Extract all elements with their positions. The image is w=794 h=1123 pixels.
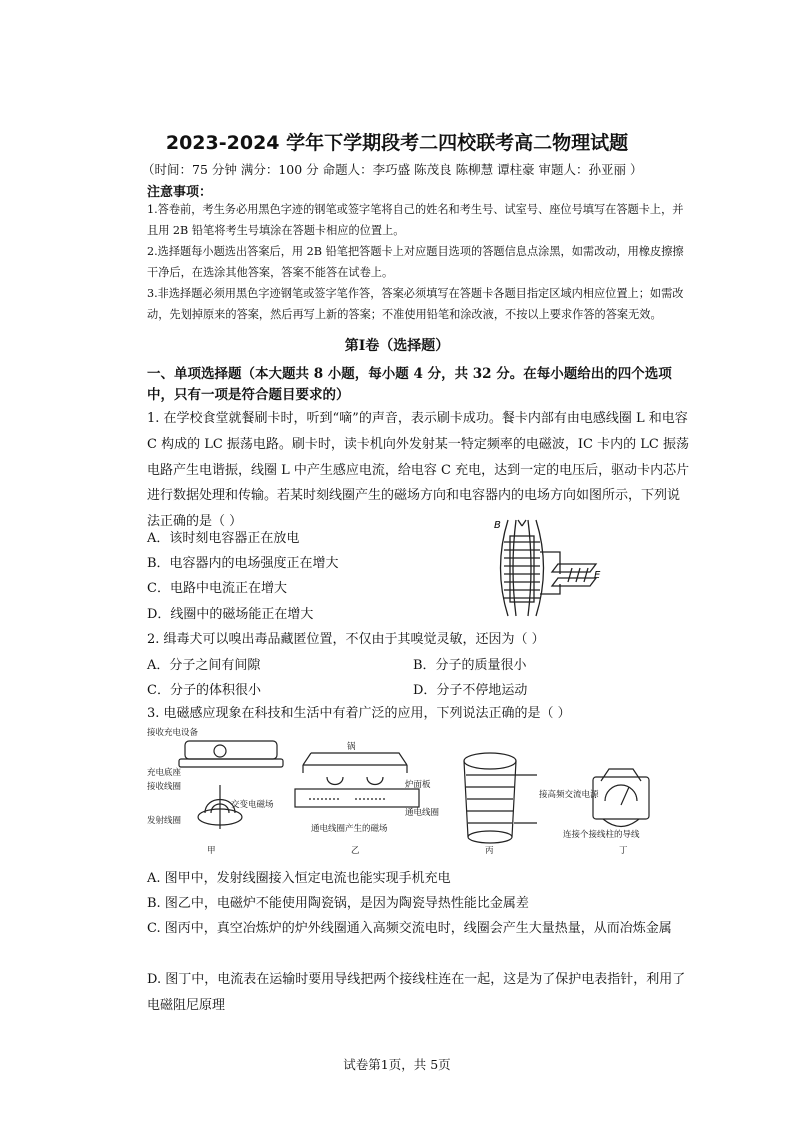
question-1-stem: 1. 在学校食堂就餐刷卡时，听到“嘀”的声音，表示刷卡成功。餐卡内部有由电感线圈 L 和电容 C 构成的 LC 振荡电路。刷卡时，读卡机向外发射某一特定频率的电磁波，IC 卡内的 LC 振荡电路产生电谐振，线圈 L 中产生感应电流，给电容 C 充电，达到一定的电压后，驱动卡内芯片进行数据处理和传输。若某时刻线圈产生的磁场方向和电容器内的电场方向如图所示，下列说法正确的是（ ） [147, 411, 690, 530]
label-coil-field: 通电线圈产生的磁场 [311, 824, 388, 834]
question-3-stem: 3. 电磁感应现象在科技和生活中有着广泛的应用，下列说法正确的是（ ） [147, 706, 571, 721]
shorting-wire [603, 819, 639, 827]
q2-option-c: C．分子的体积很小 [147, 683, 261, 698]
label-alt-field: 交变电磁场 [231, 800, 274, 810]
notice-item-2: 2.选择题每小题选出答案后，用 2B 铅笔把答题卡上对应题目选项的答题信息点涂黑，如需改动，用橡皮擦擦干净后，在选涂其他答案，答案不能答在试卷上。 [147, 245, 684, 279]
furnace-top [464, 753, 516, 769]
phone-charging-device [185, 741, 277, 759]
part-one-heading: 一、单项选择题（本大题共 8 小题，每小题 4 分，共 32 分。在每小题给出的四个选项中，只有一项是符合题目要求的） [147, 366, 672, 403]
label-wire: 连接个接线柱的导线 [563, 830, 640, 840]
q2-option-a: A．分子之间有间隙 [147, 658, 261, 673]
q3-option-a: A. 图甲中，发射线圈接入恒定电流也能实现手机充电 [147, 871, 451, 886]
q3-option-c: C. 图丙中，真空冶炼炉的炉外线圈通入高频交流电时，线圈会产生大量热量，从而冶炼金属 [147, 921, 672, 936]
induction-pot [303, 753, 407, 773]
source-wires [514, 775, 537, 823]
lc-circuit-figure [490, 512, 610, 624]
receive-coil-icon [214, 745, 226, 757]
furnace-bottom [468, 831, 512, 843]
label-panel: 炉面板 [405, 780, 431, 790]
label-receive-coil: 接收线圈 [147, 782, 182, 792]
q1-option-c: C．电路中电流正在增大 [147, 581, 287, 596]
label-yi: 乙 [351, 846, 360, 856]
label-jia: 甲 [207, 846, 216, 856]
q3-option-d: D. 图丁中，电流表在运输时要用导线把两个接线柱连在一起，这是为了保护电表指针，利用了电磁阻尼原理 [147, 972, 686, 1013]
cooktop-body [295, 789, 419, 807]
field-line [501, 520, 509, 616]
label-ding: 丁 [619, 846, 628, 856]
induction-figures [145, 725, 665, 860]
label-receive-device: 接收充电设备 [147, 728, 199, 738]
notice-heading: 注意事项： [147, 185, 213, 200]
furnace-coil [466, 775, 514, 823]
magnetic-loops [327, 777, 383, 785]
q2-option-b: B．分子的质量很小 [413, 658, 527, 673]
ammeter-box [593, 777, 649, 819]
capacitor-plate-bottom [552, 578, 596, 586]
label-bing: 丙 [485, 846, 494, 856]
charging-base [179, 759, 283, 767]
label-pot: 锅 [347, 742, 356, 752]
question-2-stem: 2. 缉毒犬可以嗅出毒品藏匿位置，不仅由于其嗅觉灵敏，还因为（ ） [147, 632, 545, 647]
section-title: 第Ⅰ卷（选择题） [344, 338, 450, 354]
b-arrow [518, 520, 526, 526]
ammeter-lid [601, 769, 641, 781]
q3-option-b: B. 图乙中，电磁炉不能使用陶瓷锅，是因为陶瓷导热性能比金属差 [147, 896, 529, 911]
label-emit-coil: 发射线圈 [147, 816, 182, 826]
q1-option-a: A．该时刻电容器正在放电 [147, 531, 300, 546]
label-base: 充电底座 [147, 768, 182, 778]
page-footer: 试卷第1页，共 5页 [343, 1057, 451, 1072]
label-b: B [494, 520, 501, 531]
ammeter-dial [605, 785, 637, 805]
q1-option-b: B．电容器内的电场强度正在增大 [147, 556, 339, 571]
notice-item-3: 3.非选择题必须用黑色字迹钢笔或签字笔作答，答案必须填写在答题卡各题目指定区域内相应位置上；如需改动，先划掉原来的答案，然后再写上新的答案；不准使用铅笔和涂改液，不按以上要求作答的答案无效。 [147, 287, 684, 321]
exam-meta: （时间：75 分钟 满分：100 分 命题人：李巧盛 陈茂良 陈柳慧 谭柱豪 审题人：孙亚丽 ） [142, 162, 643, 177]
e-field-arrows [568, 568, 588, 582]
field-line [536, 520, 544, 616]
q2-option-d: D．分子不停地运动 [413, 683, 528, 698]
exam-title: 2023-2024 学年下学期段考二四校联考高二物理试题 [165, 132, 629, 154]
q1-option-d: D．线圈中的磁场能正在增大 [147, 607, 314, 622]
label-e: E [594, 570, 601, 581]
label-hf-source: 接高频交流电源 [539, 790, 599, 800]
label-coil: 通电线圈 [405, 808, 440, 818]
capacitor-plate-top [552, 564, 596, 572]
notice-item-1: 1.答卷前，考生务必用黑色字迹的钢笔或签字笔将自己的姓名和考生号、试室号、座位号填写在答题卡上，并且用 2B 铅笔将考生号填涂在答题卡相应的位置上。 [147, 203, 684, 237]
